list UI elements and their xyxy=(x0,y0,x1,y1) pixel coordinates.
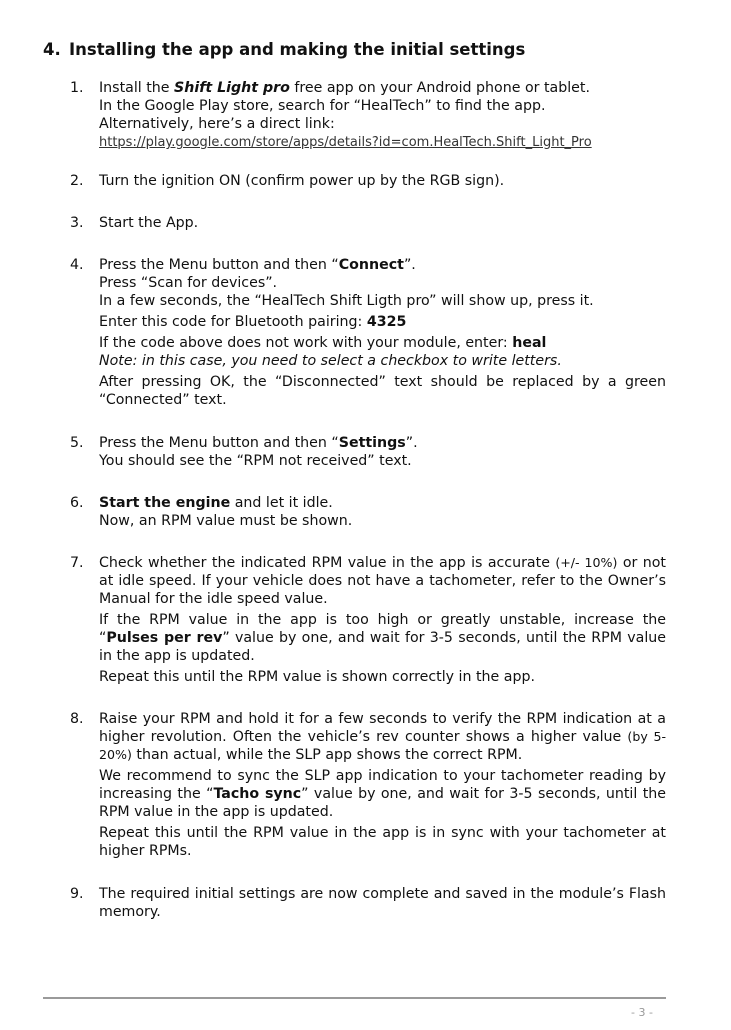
step-number: 7. xyxy=(70,555,84,571)
step-4: 4. Press the Menu button and then “Connect”. Press “Scan for devices”. In a few seconds, the “HealTech Shift Ligth pro” will show up, press it. Enter this code for Bluetooth pairing: 4325 If the code above does not work with your module, enter: heal Note: in this case, you need to select a checkbox to write letters. After pressing OK, the “Disconnected” text should be replaced by a green “Connected” text. xyxy=(70,257,666,408)
section-number: 4. xyxy=(43,40,61,59)
step-5: 5. Press the Menu button and then “Settings”. You should see the “RPM not received” text. xyxy=(70,435,418,469)
section-title: Installing the app and making the initial settings xyxy=(69,40,526,59)
step-number: 4. xyxy=(70,257,84,273)
section-heading xyxy=(43,40,525,59)
step-7: 7. Check whether the indicated RPM value in the app is accurate (+/- 10%) or not at idle speed. If your vehicle does not have a tachometer, refer to the Owner’s Manual for the idle speed value. If the RPM value in the app is too high or greatly unstable, increase the “Pulses per rev” value by one, and wait for 3-5 seconds, until the RPM value in the app is updated. Repeat this until the RPM value is shown correctly in the app. xyxy=(70,555,666,685)
alt-pairing-code: heal xyxy=(512,335,547,351)
step-number: 6. xyxy=(70,495,84,511)
step-1: 1. Install the Shift Light pro free app on your Android phone or tablet. In the Google Play store, search for “HealTech” to find the app. Alternatively, here’s a direct link: https://play.google.com/store/apps/details?id=com.HealTech.Shift_Light_Pro xyxy=(70,80,592,150)
step-number: 1. xyxy=(70,80,84,96)
step-6: 6. Start the engine and let it idle. Now, an RPM value must be shown. xyxy=(70,495,353,529)
step-8: 8. Raise your RPM and hold it for a few seconds to verify the RPM indication at a higher revolution. Often the vehicle’s rev counter shows a higher value (by 5-20%) than actual, while the SLP app shows the correct RPM. We recommend to sync the SLP app indication to your tachometer reading by increasing the “Tacho sync” value by one, and wait for 3-5 seconds, until the RPM value in the app is updated. Repeat this until the RPM value in the app is in sync with your tachometer at higher RPMs. xyxy=(70,711,666,859)
footer-divider xyxy=(43,997,666,999)
step-number: 3. xyxy=(70,215,84,231)
step-number: 5. xyxy=(70,435,84,451)
page-number: - 3 - xyxy=(631,1006,653,1019)
note: Note: in this case, you need to select a checkbox to write letters. xyxy=(99,353,562,369)
step-2: 2. Turn the ignition ON (confirm power up by the RGB sign). xyxy=(70,173,505,189)
app-name: Shift Light pro xyxy=(174,80,290,96)
pairing-code: 4325 xyxy=(366,314,407,330)
play-store-link[interactable]: https://play.google.com/store/apps/details?id=com.HealTech.Shift_Light_Pro xyxy=(99,135,592,150)
step-number: 9. xyxy=(70,886,84,902)
step-number: 2. xyxy=(70,173,84,189)
step-3: 3. Start the App. xyxy=(70,215,199,231)
step-9: 9. The required initial settings are now complete and saved in the module’s Flash memory. xyxy=(70,886,666,920)
step-number: 8. xyxy=(70,711,84,727)
